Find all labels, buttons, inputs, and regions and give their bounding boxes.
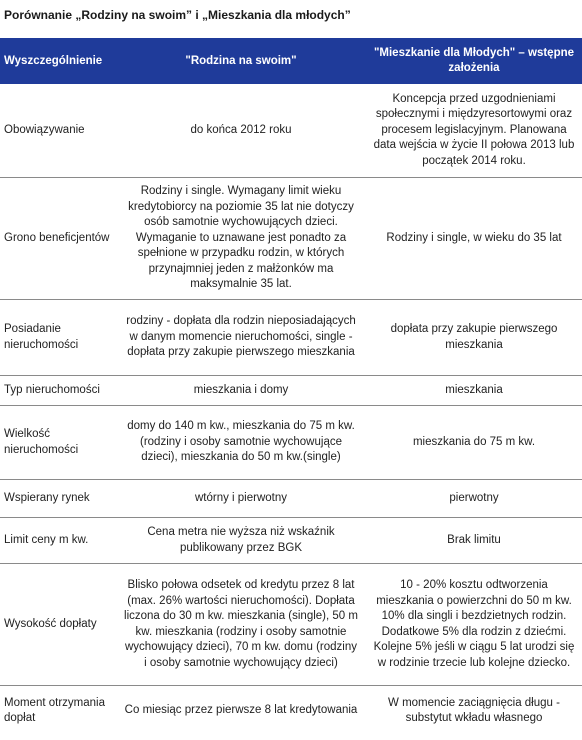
header-cell-rodzina: "Rodzina na swoim" <box>185 55 297 67</box>
rns-cell: do końca 2012 roku <box>190 123 292 136</box>
table-row <box>0 178 582 300</box>
row-label: Posiadanie nieruchomości <box>4 323 79 351</box>
table-row <box>0 480 582 518</box>
header-cell-item: Wyszczególnienie <box>4 55 103 67</box>
mdm-cell: 10 - 20% kosztu odtworzenia mieszkania o powierzchni do 50 m kw. 10% dla singli i bezdzietnych rodzin. Dodatkowe 5% dla rodzin z dziećmi. Kolejne 5% jeśli w ciągu 5 lat urodzi się w rodzinie trzecie lub kolejne dziecko. <box>373 579 575 669</box>
mdm-cell: mieszkania <box>445 383 503 396</box>
mdm-cell: Brak limitu <box>447 533 501 546</box>
rns-cell: Blisko połowa odsetek od kredytu przez 8 lat (max. 26% wartości nieruchomości). Dopłata liczona do 30 m kw. mieszkania (single), 50 m kw. mieszkania (rodziny i osoby samotnie wychowujący dzieci), 70 m kw. domu (rodziny i osoby samotnie wychowujący dzieci) <box>124 579 358 669</box>
table-row <box>0 406 582 480</box>
rns-cell: Rodziny i single. Wymagany limit wieku kredytobiorcy na poziomie 35 lat nie dotyczy osób samotnie wychowujących dzieci. Wymaganie to uznawane jest ponadto za spełnione w przypadku rodzin, w których przynajmniej jeden z małżonków ma maksymalnie 35 lat. <box>128 185 354 291</box>
table-row <box>0 376 582 406</box>
table-header <box>0 38 582 84</box>
rns-cell: mieszkania i domy <box>193 383 289 396</box>
rns-cell: Cena metra nie wyższa niż wskaźnik publikowany przez BGK <box>147 526 335 554</box>
table-row <box>0 564 582 686</box>
row-label: Wspierany rynek <box>4 491 90 504</box>
row-label: Moment otrzymania dopłat <box>4 696 105 724</box>
header-cell-mieszkanie: "Mieszkanie dla Młodych" – wstępne założenia <box>373 47 575 74</box>
row-label: Limit ceny m kw. <box>4 533 89 546</box>
row-label: Wielkość nieruchomości <box>4 428 79 456</box>
mdm-cell: dopłata przy zakupie pierwszego mieszkania <box>390 323 558 351</box>
mdm-cell: W momencie zaciągnięcia długu - substytut wkładu własnego <box>388 696 560 724</box>
rns-cell: domy do 140 m kw., mieszkania do 75 m kw. (rodziny i osoby samotnie wychowujące dzieci), mieszkania do 50 m kw.(single) <box>127 420 355 464</box>
rns-cell: rodziny - dopłata dla rodzin nieposiadających w danym momencie nieruchomości, single - dopłata przy zakupie pierwszego mieszkania <box>126 315 356 359</box>
mdm-cell: Rodziny i single, w wieku do 35 lat <box>386 231 562 244</box>
row-label: Obowiązywanie <box>4 123 85 136</box>
rns-cell: wtórny i pierwotny <box>194 491 288 504</box>
table-row <box>0 518 582 564</box>
row-label: Typ nieruchomości <box>4 383 100 396</box>
mdm-cell: pierwotny <box>449 491 499 504</box>
table-row <box>0 686 582 736</box>
rns-cell: Co miesiąc przez pierwsze 8 lat kredytowania <box>124 704 358 717</box>
page-title: Porównanie „Rodziny na swoim” i „Mieszkania dla młodych” <box>4 8 351 22</box>
mdm-cell: Koncepcja przed uzgodnieniami społecznymi i międzyresortowymi oraz procesem legislacyjnym. Planowana data wejścia w życie II połowa 2013 lub początek 2014 roku. <box>373 92 575 167</box>
mdm-cell: mieszkania do 75 m kw. <box>412 435 536 448</box>
table-row <box>0 84 582 178</box>
row-label: Wysokość dopłaty <box>4 617 97 630</box>
row-label: Grono beneficjentów <box>4 231 110 244</box>
table-row <box>0 300 582 376</box>
comparison-table <box>0 38 582 736</box>
